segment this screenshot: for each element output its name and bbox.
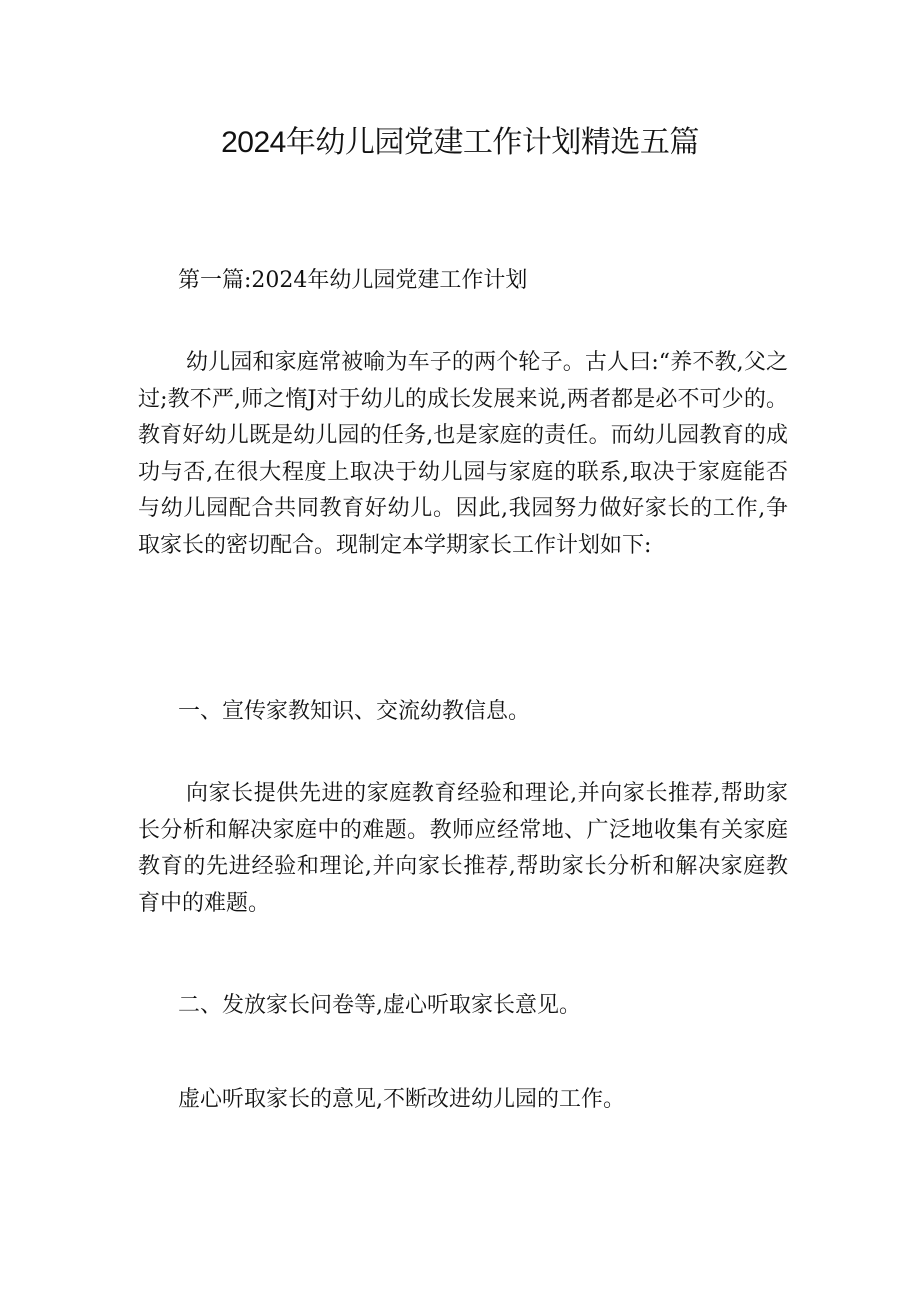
document-title: 2024年幼儿园党建工作计划精选五篇	[221, 126, 699, 159]
intro-paragraph: 幼儿园和家庭常被喻为车子的两个轮子。古人曰:“养不教,父之过;教不严,师之惰J对于幼儿的成长发展来说,两者都是必不可少的。教育好幼儿既是幼儿园的任务,也是家庭的责任。而幼儿园教育的成功与否,在很大程度上取决于幼儿园与家庭的联系,取决于家庭能否与幼儿园配合共同教育好幼儿。因此,我园努力做好家长的工作,争取家长的密切配合。现制定本学期家长工作计划如下:	[138, 350, 788, 558]
paragraph-2: 虚心听取家长的意见,不断改进幼儿园的工作。	[178, 1087, 625, 1112]
section-heading-1: 一、宣传家教知识、交流幼教信息。	[178, 699, 531, 724]
paragraph-1: 向家长提供先进的家庭教育经验和理论,并向家长推荐,帮助家长分析和解决家庭中的难题。教师应经常地、广泛地收集有关家庭教育的先进经验和理论,并向家长推荐,帮助家长分析和解决家庭教育中的难题。	[138, 781, 788, 916]
section-title: 第一篇:2024年幼儿园党建工作计划	[178, 268, 528, 293]
section-heading-2: 二、发放家长问卷等,虚心听取家长意见。	[178, 993, 581, 1018]
